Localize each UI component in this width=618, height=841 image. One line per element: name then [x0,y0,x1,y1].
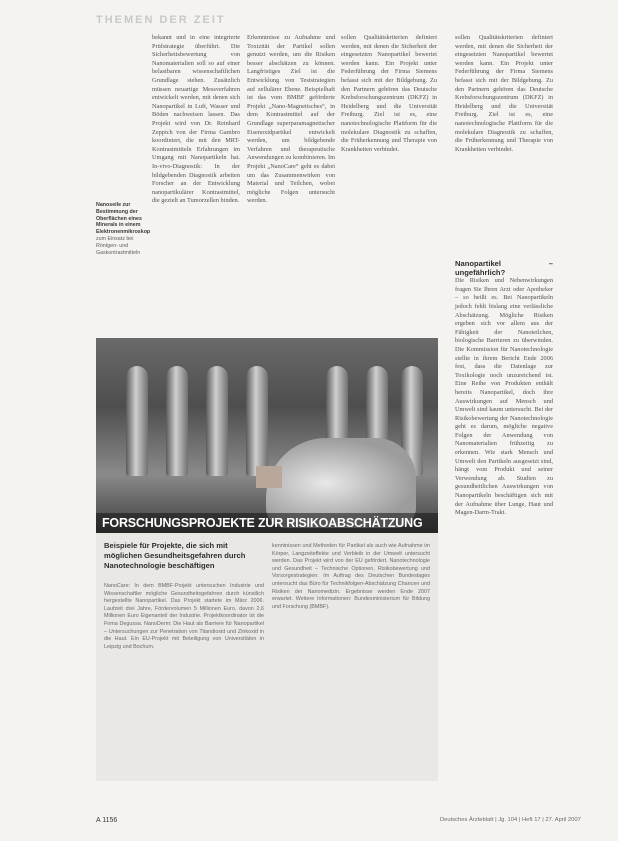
column-1-text: bekannt und in eine integrierte Prüfstrategie überführt. Die Sicherheitsbewertung von Nanomaterialien soll so auf einer belastbaren wissenschaftlichen Grundlage stehen. Zusätzlich müssen neuartige Messverfahren entwickelt werden, mit denen sich Nanopartikel in Luft, Wasser und Böden nachweisen lassen. Das Projekt wird von Dr. Reinhard Zeppich von der Firma Gambro koordiniert, die mit den MRT-Kontrastmitteln Erfahrungen im Umgang mit Nanopartikeln hat. In-vivo-Diagnostik: In der bildgebenden Diagnostik arbeiten Forscher an der Entwicklung nanopartikulärer Kontrastmittel, die gezielt an Tumorzellen binden. [152,34,240,205]
article-column-2 [247,34,335,206]
column-3-text: sollen Qualitätskriterien definiert werden, mit denen die Sicherheit der eingesetzten Nanopartikel bewertet werden kann. Ein Projekt unter Federführung der Firma Siemens befasst sich mit der Bildgebung. Zu den Partnern gehören das Deutsche Krebsforschungszentrum (DKFZ) in Heidelberg und die Universität Freiburg. Ziel ist es, eine nanotechnologische Plattform für die molekulare Diagnostik zu schaffen, die Früherkennung und Therapie von Krankheiten verbindet. [341,34,437,153]
box-left-text: NanoCare: In dem BMBF-Projekt untersuchen Industrie und Wissenschaftler mögliche Gesundheitsgefahren durch künstlich hergestellte Nanopartikel. Das Projekt startete im März 2006. Laufzeit drei Jahre, Fördervolumen 5 Millionen Euro, davon 2,6 Millionen Euro Eigenanteil der Industrie. Projektkoordinator ist die Firma Degussa. NanoDerm: Die Haut als Barriere für Nanopartikel – Untersuchungen zur Penetration von Titandioxid und Zinkoxid in die Haut. Ein EU-Projekt mit Beteiligung von Universitäten in Leipzig und Bochum. [104,583,264,650]
column-4-text: Die Risiken und Nebenwirkungen fragen Sie Ihren Arzt oder Apotheker – so heißt es. Bei Nanopartikeln jedoch fehlt bislang eine verlässliche Abschätzung. Mögliche Risiken ergeben sich vor allem aus der Fähigkeit der Nanoteilchen, biologische Barrieren zu überwinden. Die Kommission für Nanotechnologie stellte in ihrem Bericht Ende 2006 fest, dass die Datenlage zur Toxikologie noch unzureichend ist. Eine Reihe von Produkten enthält bereits Nanopartikel, doch ihre Auswirkungen auf Mensch und Umwelt sind kaum untersucht. Bei der Risikobewertung der Nanotechnologie geht es darum, mögliche negative Folgen der Anwendung von Nanomaterialien frühzeitig zu erkennen. Wie stark Mensch und Umwelt den Partikeln ausgesetzt sind, hängt vom Produkt und seiner Verwendung ab. Studien zu gesundheitlichen Auswirkungen von Nanopartikeln beschäftigen sich mit der Aufnahme über Lunge, Haut und Magen-Darm-Trakt. [455,277,553,517]
column-2-text: Erkenntnisse zu Aufnahme und Toxizität der Partikel sollen genutzt werden, um die Risiken besser abschätzen zu können. Langfristiges Ziel ist die Entwicklung von Teststrategien auf zellulärer Ebene. Beispielhaft ist das vom BMBF geförderte Projekt „Nano-Magnetisches“, in dem Kontrastmittel auf der Grundlage superparamagnetischer Eisenoxidpartikel entwickelt werden, um bildgebende Verfahren und therapeutische Anwendungen zu kombinieren. Im Projekt „NanoCare“ geht es dabei um das Zusammenwirken von Material und Teilchen, wobei mögliche Folgen untersucht werden. [247,34,335,205]
photo-side-caption [96,202,151,256]
caption-bold: Nanoseile zur Bestimmung der Oberflächen eines Minerals in einem Elektronenmikroskop [96,202,151,236]
tube-shape [246,366,268,476]
tube-shape [206,366,228,476]
nanotech-photo [96,338,438,533]
column-4-top-text: sollen Qualitätskriterien definiert werden, mit denen die Sicherheit der eingesetzten Nanopartikel bewertet werden kann. Ein Projekt unter Federführung der Firma Siemens befasst sich mit der Bildgebung. Zu den Partnern gehören das Deutsche Krebsforschungszentrum (DKFZ) in Heidelberg und die Universität Freiburg. Ziel ist es, eine nanotechnologische Plattform für die molekulare Diagnostik zu schaffen, die Früherkennung und Therapie von Krankheiten verbindet. [455,34,553,153]
journal-citation: Deutsches Ärzteblatt | Jg. 104 | Heft 17 | 27. April 2007 [440,817,581,823]
tube-shape [126,366,148,476]
article-column-4 [455,260,553,518]
info-box [96,533,438,781]
sample-chip [256,466,282,488]
article-column-3 [341,34,437,154]
article-column-4-top [455,34,553,154]
article-column-1 [152,34,240,206]
box-right-column [272,543,430,611]
subsection-heading: Nanopartikel – ungefährlich? [455,259,553,277]
box-right-text: kenntnissen und Methoden für Partikel als auch wie Aufnahme im Körper, Langzeiteffekte und Verbleib in der Umwelt untersucht werden. Das Projekt wird von der EU gefördert. Nanotechnologie und Gesundheit – Technische Optionen, Risikobewertung und Vorsorgestrategien: Im Auftrag des Deutschen Bundestages untersucht das Büro für Technikfolgen-Abschätzung Chancen und Risiken der Nanomedizin. Ergebnisse werden Ende 2007 erwartet. Weitere Informationen: Bundesministerium für Bildung und Forschung (BMBF). [272,543,430,610]
box-left-column [104,583,264,651]
caption-rest: zum Einsatz bei Röntgen- und Gaskontrastmitteln [96,235,141,256]
box-heading: Beispiele für Projekte, die sich mit möglichen Gesundheitsgefahren durch Nanotechnologie beschäftigen [104,541,246,570]
section-header: THEMEN DER ZEIT [96,14,226,26]
page-number: A 1156 [96,817,118,824]
photo-title: FORSCHUNGSPROJEKTE ZUR RISIKOABSCHÄTZUNG [96,513,438,533]
tube-shape [166,366,188,476]
